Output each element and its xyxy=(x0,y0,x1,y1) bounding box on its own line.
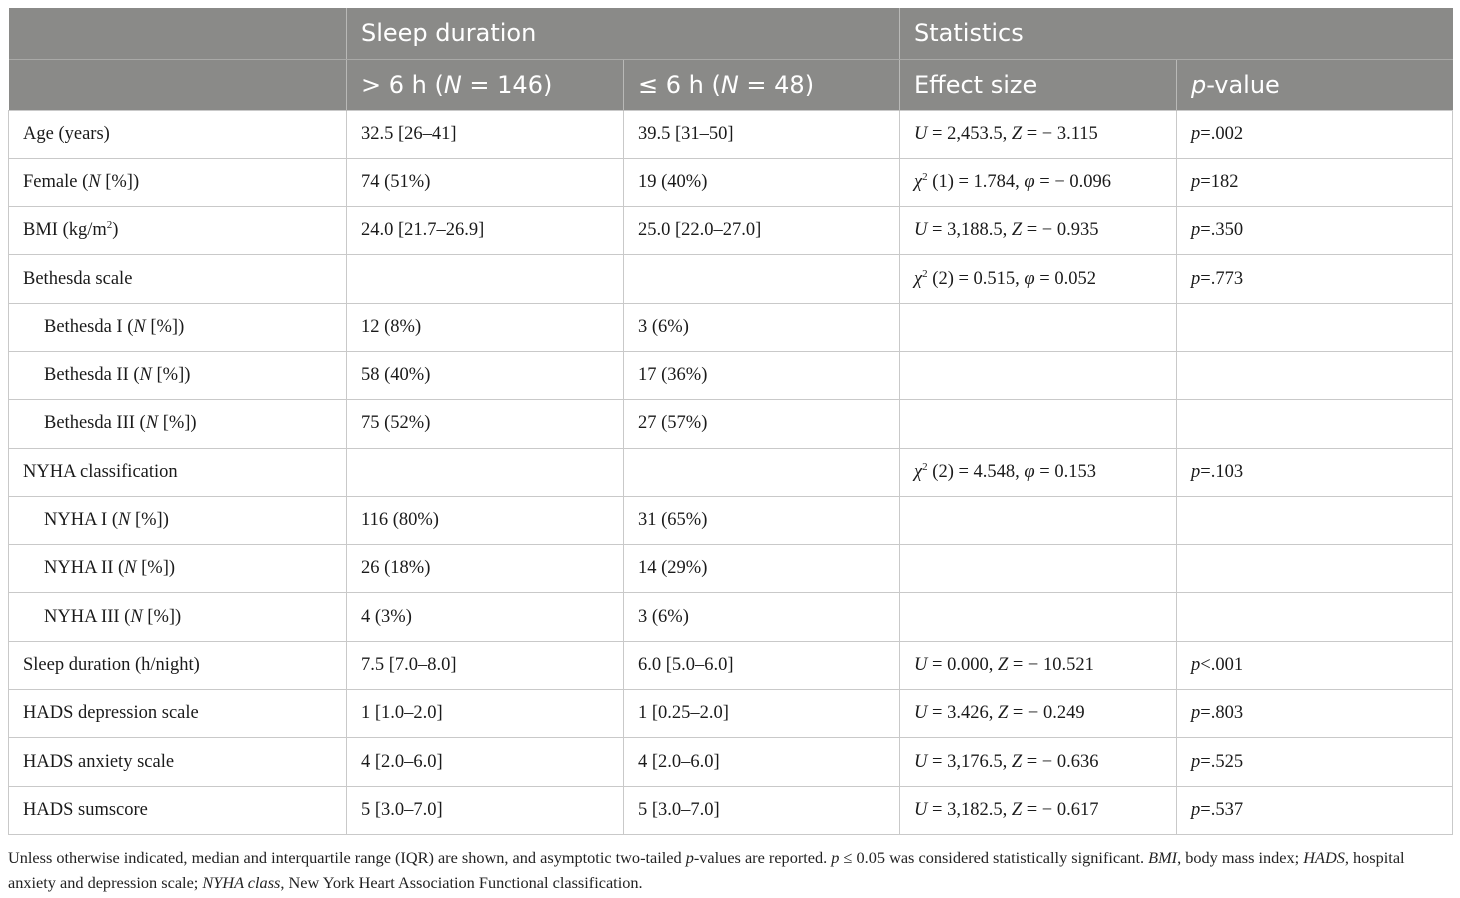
header-row-groups xyxy=(9,8,1453,59)
cell-le6h: 19 (40%) xyxy=(624,158,900,206)
row-label: HADS sumscore xyxy=(9,786,347,834)
cell-gt6h: 24.0 [21.7–26.9] xyxy=(347,207,624,255)
cell-p-value: p=.103 xyxy=(1177,448,1453,496)
cell-gt6h: 26 (18%) xyxy=(347,545,624,593)
row-label: Bethesda I (N [%]) xyxy=(9,303,347,351)
cell-effect-size xyxy=(900,496,1177,544)
cell-effect-size: U = 2,453.5, Z = − 3.115 xyxy=(900,110,1177,158)
row-label: HADS anxiety scale xyxy=(9,738,347,786)
cell-gt6h: 116 (80%) xyxy=(347,496,624,544)
row-label: BMI $(kg/m^2)$ xyxy=(9,207,347,255)
cell-effect-size xyxy=(900,303,1177,351)
cell-effect-size xyxy=(900,545,1177,593)
header-col-le6h: ≤ 6 h (N = 48) xyxy=(624,59,900,110)
cell-le6h xyxy=(624,448,900,496)
cell-gt6h: 4 (3%) xyxy=(347,593,624,641)
cell-le6h: 3 (6%) xyxy=(624,593,900,641)
cell-effect-size: $\chi^2$ (2) = 4.548, φ = 0.153 xyxy=(900,448,1177,496)
cell-p-value: p=.525 xyxy=(1177,738,1453,786)
cell-gt6h: 74 (51%) xyxy=(347,158,624,206)
table-row xyxy=(9,158,1453,206)
table-row xyxy=(9,400,1453,448)
header-row-columns xyxy=(9,59,1453,110)
row-label: Bethesda scale xyxy=(9,255,347,303)
cell-le6h xyxy=(624,255,900,303)
header-col-gt6h: > 6 h (N = 146) xyxy=(347,59,624,110)
cell-effect-size: $\chi^2$ (2) = 0.515, φ = 0.052 xyxy=(900,255,1177,303)
cell-gt6h: 4 [2.0–6.0] xyxy=(347,738,624,786)
cell-le6h: 6.0 [5.0–6.0] xyxy=(624,641,900,689)
cell-p-value: p=182 xyxy=(1177,158,1453,206)
table-row xyxy=(9,738,1453,786)
cell-gt6h xyxy=(347,255,624,303)
row-label: Bethesda III (N [%]) xyxy=(9,400,347,448)
cell-gt6h: 12 (8%) xyxy=(347,303,624,351)
cell-le6h: 25.0 [22.0–27.0] xyxy=(624,207,900,255)
cell-effect-size: U = 3,188.5, Z = − 0.935 xyxy=(900,207,1177,255)
table-row xyxy=(9,545,1453,593)
cell-gt6h: 32.5 [26–41] xyxy=(347,110,624,158)
cell-p-value xyxy=(1177,545,1453,593)
row-label: HADS depression scale xyxy=(9,690,347,738)
header-col-p-value: p-value xyxy=(1177,59,1453,110)
cell-p-value xyxy=(1177,351,1453,399)
table-row xyxy=(9,207,1453,255)
row-label: NYHA III (N [%]) xyxy=(9,593,347,641)
cell-effect-size: U = 3,176.5, Z = − 0.636 xyxy=(900,738,1177,786)
cell-gt6h: 5 [3.0–7.0] xyxy=(347,786,624,834)
cell-p-value: p=.537 xyxy=(1177,786,1453,834)
cell-le6h: 39.5 [31–50] xyxy=(624,110,900,158)
row-label: Age (years) xyxy=(9,110,347,158)
cell-p-value: p=.002 xyxy=(1177,110,1453,158)
cell-effect-size xyxy=(900,351,1177,399)
header-col-effect-size: Effect size xyxy=(900,59,1177,110)
cell-effect-size: U = 3.426, Z = − 0.249 xyxy=(900,690,1177,738)
cell-le6h: 1 [0.25–2.0] xyxy=(624,690,900,738)
cell-gt6h xyxy=(347,448,624,496)
cell-gt6h: 7.5 [7.0–8.0] xyxy=(347,641,624,689)
cell-le6h: 31 (65%) xyxy=(624,496,900,544)
cell-le6h: 3 (6%) xyxy=(624,303,900,351)
row-label: NYHA II (N [%]) xyxy=(9,545,347,593)
cell-le6h: 14 (29%) xyxy=(624,545,900,593)
cell-p-value xyxy=(1177,400,1453,448)
cell-effect-size: U = 3,182.5, Z = − 0.617 xyxy=(900,786,1177,834)
row-label: Sleep duration (h/night) xyxy=(9,641,347,689)
cell-p-value: p=.803 xyxy=(1177,690,1453,738)
table-row xyxy=(9,255,1453,303)
cell-p-value xyxy=(1177,496,1453,544)
table-row xyxy=(9,593,1453,641)
row-label: NYHA classification xyxy=(9,448,347,496)
table-footnote: Unless otherwise indicated, median and interquartile range (IQR) are shown, and asymptotic two-tailed p-values are reported. p ≤ 0.05 was considered statistically significant. BMI, body mass index; HADS, hospital anxiety and depression scale; NYHA class, New York Heart Association Functional classification. xyxy=(8,848,1405,892)
cell-le6h: 17 (36%) xyxy=(624,351,900,399)
cell-p-value: p=.773 xyxy=(1177,255,1453,303)
cell-p-value: p=.350 xyxy=(1177,207,1453,255)
results-table-container xyxy=(8,8,1452,835)
sleep-duration-table xyxy=(8,8,1453,835)
cell-effect-size: $\chi^2$ (1) = 1.784, φ = − 0.096 xyxy=(900,158,1177,206)
cell-effect-size xyxy=(900,400,1177,448)
table-row xyxy=(9,448,1453,496)
row-label: Bethesda II (N [%]) xyxy=(9,351,347,399)
cell-le6h: 5 [3.0–7.0] xyxy=(624,786,900,834)
table-row xyxy=(9,641,1453,689)
header-blank xyxy=(9,8,347,59)
row-label: Female (N [%]) xyxy=(9,158,347,206)
cell-le6h: 4 [2.0–6.0] xyxy=(624,738,900,786)
table-row xyxy=(9,786,1453,834)
row-label: NYHA I (N [%]) xyxy=(9,496,347,544)
cell-p-value: p<.001 xyxy=(1177,641,1453,689)
table-row xyxy=(9,110,1453,158)
table-row xyxy=(9,690,1453,738)
cell-gt6h: 1 [1.0–2.0] xyxy=(347,690,624,738)
cell-p-value xyxy=(1177,593,1453,641)
cell-p-value xyxy=(1177,303,1453,351)
cell-effect-size xyxy=(900,593,1177,641)
header-group-sleep-duration: Sleep duration xyxy=(347,8,900,59)
header-group-statistics: Statistics xyxy=(900,8,1453,59)
cell-le6h: 27 (57%) xyxy=(624,400,900,448)
table-row xyxy=(9,496,1453,544)
table-row xyxy=(9,351,1453,399)
cell-gt6h: 58 (40%) xyxy=(347,351,624,399)
header-blank-2 xyxy=(9,59,347,110)
cell-gt6h: 75 (52%) xyxy=(347,400,624,448)
cell-effect-size: U = 0.000, Z = − 10.521 xyxy=(900,641,1177,689)
table-row xyxy=(9,303,1453,351)
